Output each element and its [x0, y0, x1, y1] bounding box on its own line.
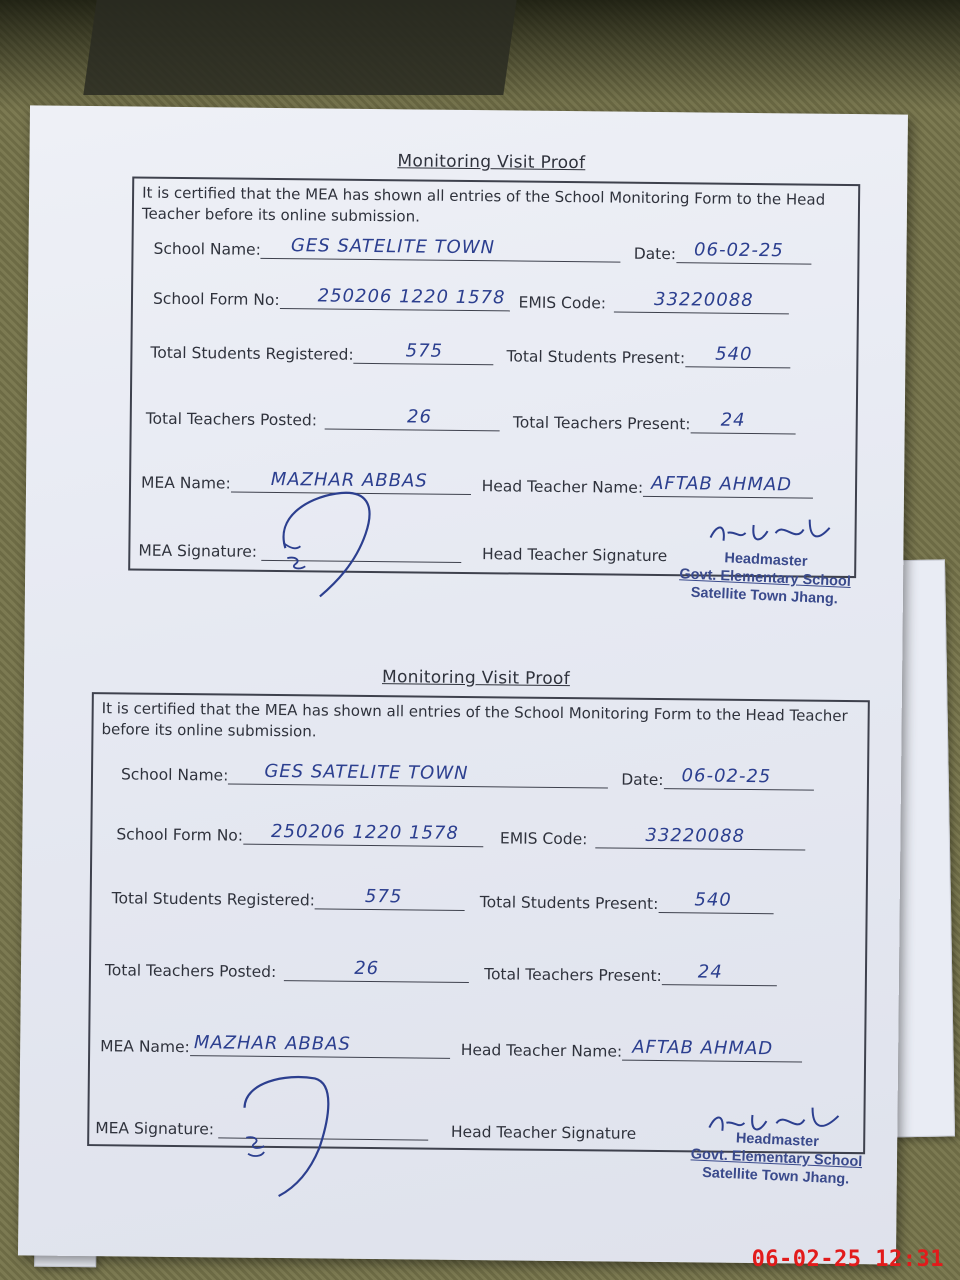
monitoring-form-2: [87, 692, 870, 1154]
emis-code-field: [614, 288, 789, 315]
teachers-row: [105, 958, 777, 986]
teachers-present-label: Total Teachers Present:: [484, 965, 662, 986]
emis-code-value: 33220088: [645, 824, 746, 847]
head-teacher-signature-1: [705, 513, 835, 554]
stamp-line-place: Satellite Town Jhang.: [690, 584, 839, 608]
teachers-posted-field: [284, 957, 469, 983]
emis-code-value: 33220088: [653, 288, 754, 311]
head-teacher-signature-label: Head Teacher Signature: [481, 545, 668, 566]
students-present-field: [658, 889, 773, 914]
stamp-line-school: Govt. Elementary School: [679, 566, 852, 591]
head-teacher-name-label: Head Teacher Name:: [481, 477, 644, 497]
names-row: [100, 1034, 802, 1062]
teachers-row: [146, 407, 796, 435]
mea-signature-label: MEA Signature:: [95, 1119, 215, 1139]
students-registered-label: Total Students Registered:: [111, 889, 316, 910]
school-form-no-field: [243, 820, 483, 848]
emis-code-label: EMIS Code:: [518, 293, 607, 313]
stamp-line-school: Govt. Elementary School: [690, 1146, 863, 1171]
date-value: 06-02-25: [681, 765, 772, 788]
head-teacher-name-label: Head Teacher Name:: [460, 1040, 623, 1061]
certification-text: It is certified that the MEA has shown all entries of the School Monitoring Form to the Head Teacher before its online submission.: [141, 183, 826, 226]
signatures-row: [138, 539, 667, 566]
school-name-label: School Name:: [120, 765, 229, 785]
mea-name-field: [190, 1032, 450, 1059]
students-row: [112, 886, 774, 914]
teachers-present-field: [690, 409, 795, 434]
teachers-present-value: 24: [697, 961, 723, 983]
school-form-no-label: School Form No:: [116, 825, 244, 845]
students-present-label: Total Students Present:: [506, 347, 686, 368]
school-name-field: [261, 235, 621, 263]
date-value: 06-02-25: [694, 239, 784, 262]
form-no-row: [153, 287, 789, 315]
mea-name-value: MAZHAR ABBAS: [270, 468, 428, 492]
names-row: [140, 468, 813, 499]
students-registered-field: [315, 885, 465, 911]
teachers-present-label: Total Teachers Present:: [512, 413, 691, 434]
stamp-line-title: Headmaster: [735, 1130, 820, 1151]
date-field: [663, 765, 813, 791]
school-form-no-field: [280, 285, 510, 311]
students-present-field: [685, 343, 790, 368]
date-label: Date:: [633, 244, 677, 264]
students-present-label: Total Students Present:: [479, 893, 659, 914]
school-form-no-value: 250206 1220 1578: [317, 285, 506, 309]
students-present-value: 540: [694, 889, 732, 911]
teachers-posted-label: Total Teachers Posted:: [104, 961, 277, 982]
teachers-posted-value: 26: [354, 957, 380, 980]
teachers-present-value: 24: [720, 409, 746, 431]
head-teacher-name-value: AFTAB AHMAD: [632, 1036, 774, 1060]
paper-sheet: [18, 105, 908, 1264]
stamp-line-place: Satellite Town Jhang.: [701, 1164, 850, 1188]
students-registered-label: Total Students Registered:: [150, 343, 354, 364]
mea-signature-1: [265, 488, 386, 599]
emis-code-label: EMIS Code:: [499, 829, 588, 849]
mea-signature-2: [224, 1067, 345, 1198]
school-form-no-label: School Form No:: [152, 289, 280, 310]
mea-name-value: MAZHAR ABBAS: [193, 1032, 351, 1055]
teachers-posted-field: [325, 406, 500, 432]
teachers-present-field: [662, 961, 777, 986]
school-form-no-value: 250206 1220 1578: [270, 820, 459, 844]
form-title: Monitoring Visit Proof: [397, 151, 586, 174]
form-title: Monitoring Visit Proof: [381, 667, 571, 690]
background-shadow-corner: [83, 0, 516, 95]
headmaster-stamp-1: [664, 547, 866, 610]
school-name-row: [153, 237, 811, 265]
school-name-label: School Name:: [153, 239, 261, 259]
school-name-value: GES SATELITE TOWN: [264, 760, 469, 785]
certification-text: It is certified that the MEA has shown all entries of the School Monitoring Form to the Head Teacher before its online submission.: [101, 699, 848, 741]
head-teacher-signature-label: Head Teacher Signature: [450, 1122, 637, 1143]
mea-name-label: MEA Name:: [140, 473, 231, 493]
school-name-field: [228, 760, 608, 789]
date-label: Date:: [621, 770, 664, 790]
school-name-value: GES SATELITE TOWN: [290, 235, 496, 259]
students-row: [150, 341, 790, 369]
head-teacher-name-value: AFTAB AHMAD: [651, 472, 793, 496]
camera-timestamp: 06-02-25 12:31: [751, 1247, 944, 1272]
students-registered-value: 575: [364, 885, 403, 908]
form-no-row: [116, 822, 805, 850]
mea-name-label: MEA Name:: [100, 1037, 190, 1057]
school-name-row: [121, 762, 814, 790]
stamp-line-title: Headmaster: [724, 550, 808, 571]
students-present-value: 540: [715, 343, 753, 365]
mea-signature-label: MEA Signature:: [138, 541, 258, 561]
teachers-posted-label: Total Teachers Posted:: [145, 409, 318, 430]
signatures-row: [95, 1116, 636, 1143]
head-teacher-name-field: [622, 1036, 802, 1063]
emis-code-field: [595, 824, 805, 850]
head-teacher-name-field: [643, 472, 813, 499]
headmaster-stamp-2: [668, 1126, 885, 1190]
date-field: [676, 239, 811, 264]
students-registered-field: [354, 340, 494, 365]
students-registered-value: 575: [405, 340, 444, 362]
teachers-posted-value: 26: [406, 406, 433, 428]
